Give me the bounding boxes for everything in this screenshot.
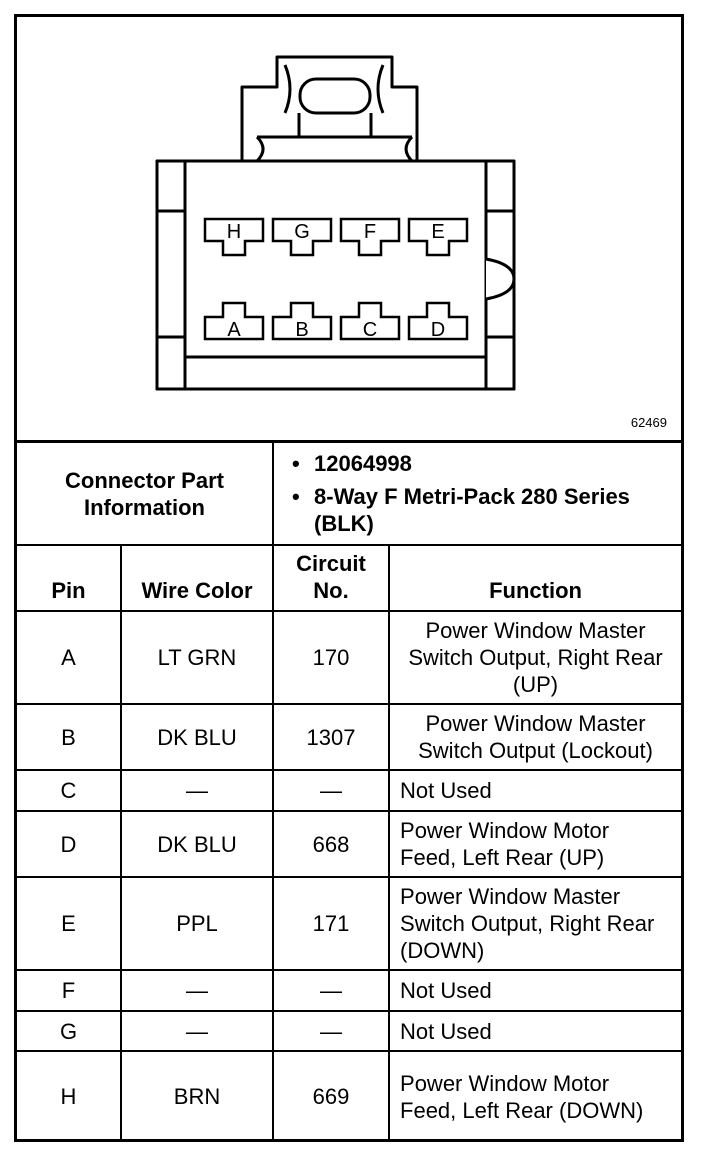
pin-label: F [363, 221, 377, 243]
figure-id: 62469 [630, 415, 667, 430]
pin-cavity-h [205, 219, 263, 255]
pin-cavity-c [341, 303, 399, 341]
function-cell: Not Used [389, 970, 681, 1011]
pin-label: C [362, 319, 378, 341]
wire-color-cell: LT GRN [121, 611, 273, 704]
wire-color-cell: PPL [121, 877, 273, 970]
pin-label: B [295, 319, 309, 341]
circuit-cell: 171 [273, 877, 389, 970]
circuit-cell: — [273, 970, 389, 1011]
connector-type: • 8-Way F Metri-Pack 280 Series (BLK) [314, 483, 681, 537]
table-row [17, 611, 681, 704]
pin-label: G [294, 221, 310, 243]
pin-cavity-a [205, 303, 263, 341]
pin-label: A [227, 319, 241, 341]
part-info-values [273, 443, 681, 545]
pin-cavity-d [409, 303, 467, 341]
pin-cell: C [17, 770, 121, 811]
table-row [17, 970, 681, 1011]
pin-cavity-b [273, 303, 331, 341]
function-cell: Not Used [389, 1011, 681, 1051]
pin-cell: H [17, 1051, 121, 1141]
pin-cell: B [17, 704, 121, 770]
pin-cavity-e [409, 219, 467, 255]
circuit-cell: — [273, 1011, 389, 1051]
function-cell: Power Window Motor Feed, Left Rear (DOWN) [389, 1051, 681, 1141]
connector-diagram [17, 17, 681, 443]
circuit-cell: 669 [273, 1051, 389, 1141]
wire-color-cell: — [121, 1011, 273, 1051]
connector-face-drawing [17, 17, 681, 440]
function-cell: Power Window Motor Feed, Left Rear (UP) [389, 811, 681, 877]
keyway-notch [486, 259, 514, 299]
header-circuit: Circuit No. [273, 545, 389, 611]
lock-slot [300, 79, 370, 113]
table-row [17, 877, 681, 970]
part-info-label: Connector Part Information [17, 443, 273, 545]
pin-cell: D [17, 811, 121, 877]
header-row [17, 545, 681, 611]
header-wire-color: Wire Color [121, 545, 273, 611]
connector-table [17, 443, 681, 1141]
pin-cell: E [17, 877, 121, 970]
pin-cavity-g [273, 219, 331, 255]
connector-sheet [14, 14, 684, 1142]
circuit-cell: 1307 [273, 704, 389, 770]
table-row [17, 1051, 681, 1141]
function-cell: Power Window Master Switch Output, Right Rear (DOWN) [389, 877, 681, 970]
function-cell: Power Window Master Switch Output (Lockout) [389, 704, 681, 770]
pin-cell: F [17, 970, 121, 1011]
part-info-row [17, 443, 681, 545]
header-function: Function [389, 545, 681, 611]
pin-cavity-f [341, 219, 399, 255]
table-row [17, 1011, 681, 1051]
pin-label: H [226, 221, 242, 243]
function-cell: Power Window Master Switch Output, Right Rear (UP) [389, 611, 681, 704]
wire-color-cell: DK BLU [121, 811, 273, 877]
pin-label: E [431, 221, 445, 243]
wire-color-cell: DK BLU [121, 704, 273, 770]
header-pin: Pin [17, 545, 121, 611]
circuit-cell: — [273, 770, 389, 811]
wire-color-cell: BRN [121, 1051, 273, 1141]
table-row [17, 704, 681, 770]
lock-tab [242, 57, 417, 162]
part-number: • 12064998 [314, 450, 681, 477]
wire-color-cell: — [121, 770, 273, 811]
function-cell: Not Used [389, 770, 681, 811]
table-row [17, 770, 681, 811]
connector-housing [157, 161, 514, 389]
pin-cell: A [17, 611, 121, 704]
circuit-cell: 668 [273, 811, 389, 877]
pin-label: D [430, 319, 446, 341]
pin-cell: G [17, 1011, 121, 1051]
circuit-cell: 170 [273, 611, 389, 704]
wire-color-cell: — [121, 970, 273, 1011]
table-row [17, 811, 681, 877]
